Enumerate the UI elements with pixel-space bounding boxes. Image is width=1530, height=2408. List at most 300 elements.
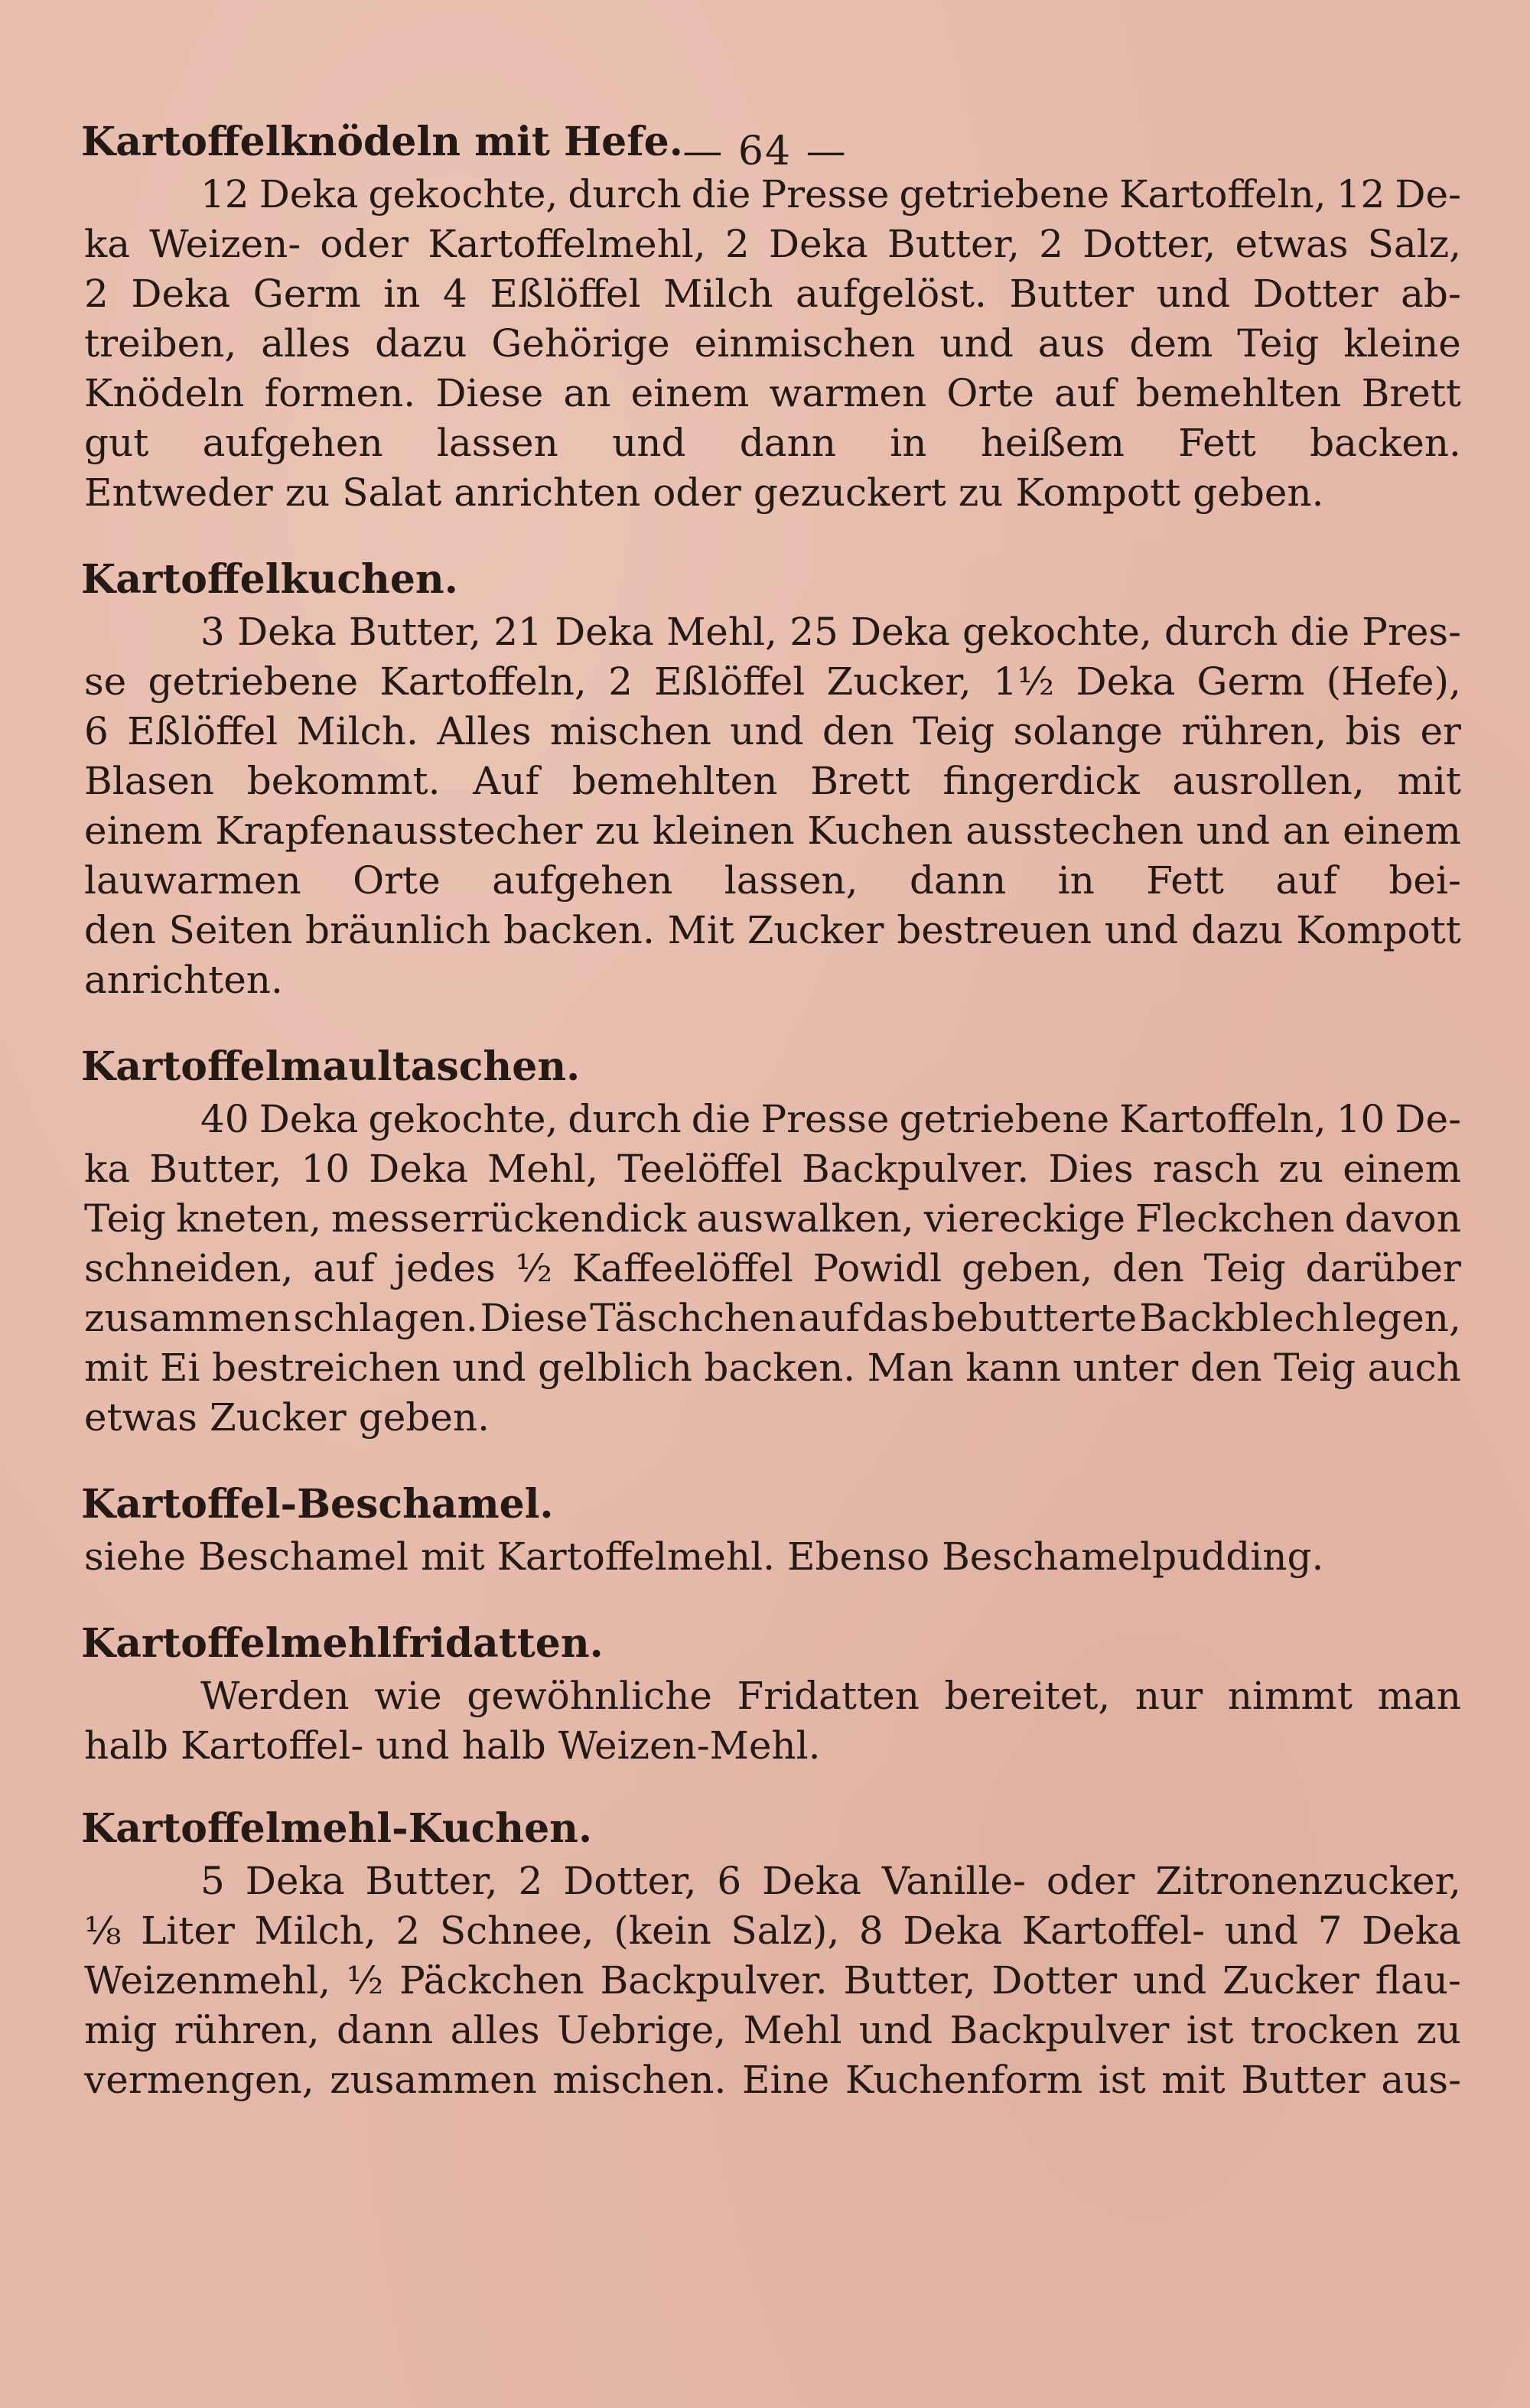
- recipe-body: [84, 170, 1461, 518]
- word: ½: [346, 1958, 384, 2003]
- word: rasch: [1152, 1147, 1260, 1191]
- text-line: [84, 2055, 1461, 2105]
- word: Mehl: [743, 2008, 842, 2052]
- text-line: [84, 657, 1461, 707]
- word: Milch.: [296, 709, 418, 753]
- word: Teig: [84, 1196, 167, 1241]
- word: Diese: [435, 371, 544, 415]
- recipe-body: [84, 1532, 1461, 1582]
- word: dann: [337, 2008, 434, 2052]
- word: Weizen-: [149, 222, 301, 266]
- text-line: [84, 170, 1461, 220]
- text-line: [84, 369, 1461, 418]
- text-line: [84, 757, 1461, 806]
- word: die: [691, 1097, 751, 1141]
- word: Butter,: [365, 1859, 498, 1903]
- word: Entweder: [84, 470, 273, 515]
- word: Zucker,: [826, 659, 972, 704]
- word: auf: [313, 1246, 375, 1290]
- word: oder: [653, 470, 741, 515]
- word: Täschchen: [590, 1296, 796, 1340]
- word: De-: [1395, 1097, 1461, 1141]
- word: ist: [1186, 2008, 1234, 2052]
- word: bestreuen: [897, 908, 1092, 952]
- word: Fridatten: [737, 1674, 920, 1718]
- recipe-title: Kartoffelmehl-Kuchen.: [81, 1805, 593, 1852]
- word: Kompott: [1296, 908, 1461, 952]
- word: Deka: [1076, 659, 1176, 704]
- text-line: [84, 955, 1461, 1005]
- word: Backpulver.: [802, 1147, 1030, 1191]
- word: Deka: [1362, 1909, 1461, 1953]
- word: auswalken,: [696, 1196, 914, 1241]
- word: einem: [84, 809, 203, 853]
- word: und: [1224, 1909, 1299, 1953]
- word: 2: [518, 1859, 543, 1903]
- word: durch: [1164, 610, 1278, 654]
- word: und: [452, 1346, 526, 1390]
- recipe-kartoffelkuchen: [81, 552, 1461, 1005]
- word: einem: [1343, 809, 1461, 853]
- word: Pres-: [1362, 610, 1461, 654]
- word: Deka: [131, 272, 231, 316]
- word: (kein: [614, 1909, 711, 1953]
- word: den: [822, 709, 894, 753]
- recipe-body: [84, 607, 1461, 1005]
- word: bereitet,: [944, 1674, 1111, 1718]
- word: Kartoffel-: [181, 1723, 364, 1768]
- word: einmischen: [694, 321, 916, 366]
- word: Mehl,: [666, 610, 777, 654]
- word: oder: [320, 222, 409, 266]
- word: zu: [1416, 2008, 1461, 2052]
- word: Fett: [1178, 421, 1256, 465]
- word: mit: [1397, 759, 1461, 803]
- word: 4: [442, 272, 467, 316]
- text-line: [84, 1095, 1461, 1144]
- word: 1½: [992, 659, 1055, 704]
- word: Deka: [259, 172, 359, 216]
- word: vermengen,: [84, 2058, 314, 2102]
- word: Milch,: [254, 1909, 376, 1953]
- word: Presse: [760, 1097, 890, 1141]
- word: in: [1057, 858, 1095, 903]
- text-line: [84, 1244, 1461, 1293]
- word: aufgelöst.: [796, 272, 987, 316]
- text-line: [84, 607, 1461, 657]
- word: Brett: [1361, 371, 1461, 415]
- word: Dies: [1048, 1147, 1134, 1191]
- text-line: [84, 468, 1461, 518]
- word: messerrückendick: [331, 1196, 687, 1241]
- word: bei-: [1388, 858, 1461, 903]
- word: schneiden,: [84, 1246, 294, 1290]
- word: den: [1112, 1246, 1184, 1290]
- word: Fleckchen: [1134, 1196, 1335, 1241]
- word: nur: [1134, 1674, 1203, 1718]
- word: Butter,: [349, 610, 482, 654]
- word: Brett: [810, 759, 910, 803]
- text-line: [84, 1956, 1461, 2006]
- recipe-kartoffelmehlfridatten: [81, 1616, 1461, 1771]
- text-line: [84, 1532, 1461, 1582]
- word: darüber: [1305, 1246, 1461, 1290]
- word: mig: [84, 2008, 158, 2052]
- word: Seiten: [168, 908, 293, 952]
- word: zu: [1278, 1147, 1324, 1191]
- word: die: [691, 172, 751, 216]
- word: Teig: [1237, 321, 1320, 366]
- word: 10: [1336, 1097, 1385, 1141]
- word: Kartoffelmehl,: [428, 222, 706, 266]
- word: und: [939, 321, 1014, 366]
- word: einem: [1343, 1147, 1461, 1191]
- word: Krapfenausstecher: [215, 809, 583, 853]
- recipe-title: Kartoffelmehlfridatten.: [81, 1620, 604, 1667]
- word: Orte: [353, 858, 441, 903]
- word: an: [1282, 809, 1330, 853]
- word: aufgehen: [202, 421, 383, 465]
- word: lassen: [436, 421, 558, 465]
- word: und: [1196, 809, 1271, 853]
- text-line: [84, 707, 1461, 757]
- word: er: [1420, 709, 1461, 753]
- word: Dotter: [991, 1958, 1118, 2003]
- word: bestreichen: [211, 1346, 441, 1390]
- word: nimmt: [1227, 1674, 1353, 1718]
- word: gelblich: [538, 1346, 692, 1390]
- word: Milch: [663, 272, 773, 316]
- word: Fett: [1146, 858, 1225, 903]
- word: heißem: [980, 421, 1125, 465]
- word: gut: [84, 421, 149, 465]
- word: und: [612, 421, 686, 465]
- word: und: [376, 1723, 450, 1768]
- word: schlagen.: [293, 1296, 478, 1340]
- word: einem: [630, 371, 750, 415]
- word: legen,: [1342, 1296, 1461, 1340]
- word: und: [730, 709, 804, 753]
- word: Backblech: [1139, 1296, 1340, 1340]
- word: getriebene: [899, 172, 1110, 216]
- word: Beschamel: [198, 1534, 409, 1579]
- word: Deka: [903, 1909, 1003, 1953]
- word: backen.: [1310, 421, 1461, 465]
- text-line: [84, 856, 1461, 906]
- word: dazu: [375, 321, 467, 366]
- recipe-kartoffel-beschamel: [81, 1477, 1461, 1582]
- text-line: [84, 1906, 1461, 1956]
- word: 2: [608, 659, 633, 704]
- word: oder: [1046, 1859, 1135, 1903]
- word: 6: [84, 709, 109, 753]
- word: aus-: [1381, 2058, 1461, 2102]
- word: (Hefe),: [1326, 659, 1461, 704]
- word: fingerdick: [942, 759, 1140, 803]
- word: Salz,: [1367, 222, 1461, 266]
- word: Deka: [768, 222, 868, 266]
- word: 8: [858, 1909, 884, 1953]
- word: dann: [739, 421, 836, 465]
- word: halb: [84, 1723, 169, 1768]
- word: zusammen: [330, 2058, 537, 2102]
- word: ab-: [1401, 272, 1461, 316]
- recipe-body: [84, 1856, 1461, 2105]
- word: Salz),: [731, 1909, 840, 1953]
- text-line: [84, 1343, 1461, 1393]
- word: gekochte,: [962, 610, 1152, 654]
- word: gekochte,: [368, 1097, 558, 1141]
- word: siehe: [84, 1534, 187, 1579]
- word: Deka: [259, 1097, 359, 1141]
- word: Kuchen: [807, 809, 953, 853]
- word: 12: [1336, 172, 1385, 216]
- word: 6: [717, 1859, 742, 1903]
- word: Presse: [760, 172, 890, 216]
- page-number: — 64 —: [682, 129, 848, 174]
- word: den: [1190, 1346, 1262, 1390]
- word: geben,: [961, 1246, 1093, 1290]
- word: Zitronenzucker,: [1155, 1859, 1461, 1903]
- word: auch: [1367, 1346, 1461, 1390]
- word: durch: [568, 1097, 682, 1141]
- word: Uebrige,: [556, 2008, 727, 2052]
- recipe-body: [84, 1095, 1461, 1443]
- word: Ei: [159, 1346, 200, 1390]
- word: Vanille-: [881, 1859, 1026, 1903]
- word: 21: [493, 610, 542, 654]
- word: ausstechen: [965, 809, 1184, 853]
- word: Liter: [141, 1909, 235, 1953]
- word: Teelöffel: [617, 1147, 783, 1191]
- word: 2: [1039, 222, 1063, 266]
- word: Schnee,: [439, 1909, 594, 1953]
- word: gewöhnliche: [467, 1674, 712, 1718]
- word: Auf: [473, 759, 540, 803]
- recipe-kartoffelknoedeln: [81, 115, 1461, 518]
- word: Germ: [252, 272, 361, 316]
- word: backen.: [704, 1346, 856, 1390]
- text-line: [84, 806, 1461, 856]
- word: Kaffeelöffel: [571, 1246, 793, 1290]
- word: unter: [1073, 1346, 1179, 1390]
- word: an: [563, 371, 611, 415]
- word: Eßlöffel: [127, 709, 278, 753]
- word: mischen.: [552, 2058, 727, 2102]
- word: Deka: [762, 1859, 861, 1903]
- word: Powidl: [812, 1246, 942, 1290]
- word: Deka: [237, 610, 337, 654]
- word: Eßlöffel: [654, 659, 806, 704]
- word: treiben,: [84, 321, 237, 366]
- word: davon: [1344, 1196, 1461, 1241]
- word: zu: [958, 470, 1004, 515]
- word: Ebenso: [787, 1534, 930, 1579]
- word: aufgehen: [492, 858, 673, 903]
- recipe-kartoffelmehl-kuchen: [81, 1801, 1461, 2105]
- word: Kartoffel-: [1021, 1909, 1205, 1953]
- word: formen.: [264, 371, 416, 415]
- word: Mit: [667, 908, 734, 952]
- word: Eßlöffel: [490, 272, 641, 316]
- word: in: [383, 272, 421, 316]
- word: Teig: [1274, 1346, 1356, 1390]
- word: den: [84, 908, 156, 952]
- word: Teig: [913, 709, 995, 753]
- word: Diese: [480, 1296, 588, 1340]
- word: Butter: [1241, 2058, 1366, 2102]
- text-line: [84, 1721, 1461, 1771]
- word: dem: [1129, 321, 1213, 366]
- word: warmen: [769, 371, 927, 415]
- word: mischen: [549, 709, 711, 753]
- word: Gehörige: [491, 321, 670, 366]
- word: auf: [798, 1296, 861, 1340]
- word: 25: [789, 610, 838, 654]
- word: und: [1156, 272, 1231, 316]
- text-line: [84, 418, 1461, 468]
- word: Dotter,: [563, 1859, 697, 1903]
- word: 7: [1317, 1909, 1343, 1953]
- word: ½: [515, 1246, 553, 1290]
- word: geben.: [358, 1395, 490, 1440]
- word: 2: [396, 1909, 421, 1953]
- recipe-kartoffelmaultaschen: [81, 1040, 1461, 1443]
- word: Butter: [1009, 272, 1134, 316]
- word: Kuchenform: [845, 2058, 1083, 2102]
- word: anrichten: [454, 470, 641, 515]
- word: ⅛: [84, 1909, 122, 1953]
- word: kleine: [1343, 321, 1461, 366]
- word: Knödeln: [84, 371, 245, 415]
- word: Deka: [245, 1859, 345, 1903]
- word: Kartoffeln,: [1119, 172, 1327, 216]
- word: 2: [84, 272, 109, 316]
- word: Weizenmehl,: [84, 1958, 331, 2003]
- word: bemehlten: [571, 759, 778, 803]
- word: durch: [568, 172, 682, 216]
- word: se: [84, 659, 127, 704]
- word: auf: [1054, 371, 1116, 415]
- word: getriebene: [148, 659, 359, 704]
- word: wie: [374, 1674, 442, 1718]
- word: 2: [724, 222, 750, 266]
- word: bräunlich: [305, 908, 491, 952]
- word: Kartoffeln,: [1119, 1097, 1327, 1141]
- text-line: [84, 1293, 1461, 1343]
- word: Orte: [946, 371, 1034, 415]
- word: Zucker: [1222, 1958, 1359, 2003]
- word: Kompott: [1015, 470, 1181, 515]
- word: rühren,: [174, 2008, 320, 2052]
- word: ka: [84, 222, 131, 266]
- word: Päckchen: [399, 1958, 584, 2003]
- word: trocken: [1250, 2008, 1399, 2052]
- word: Dotter,: [1082, 222, 1216, 266]
- word: Kartoffeln,: [379, 659, 587, 704]
- word: Zucker: [209, 1395, 347, 1440]
- word: 40: [200, 1097, 249, 1141]
- word: die: [1290, 610, 1350, 654]
- word: bebutterte: [931, 1296, 1138, 1340]
- text-line: [84, 1144, 1461, 1194]
- word: Butter,: [843, 1958, 976, 2003]
- word: mit: [1161, 2058, 1226, 2102]
- word: aus: [1037, 321, 1105, 366]
- recipe-title: Kartoffelmaultaschen.: [81, 1043, 581, 1090]
- word: Butter,: [887, 222, 1020, 266]
- text-line: [84, 2006, 1461, 2055]
- word: 5: [200, 1859, 225, 1903]
- page-content: [81, 115, 1461, 2105]
- word: Backpulver: [949, 2008, 1170, 2052]
- word: ausrollen,: [1172, 759, 1365, 803]
- word: Kartoffelmehl.: [496, 1534, 775, 1579]
- word: De-: [1395, 172, 1461, 216]
- word: halb: [461, 1723, 546, 1768]
- text-line: [84, 1856, 1461, 1906]
- word: Man: [867, 1346, 954, 1390]
- text-line: [84, 906, 1461, 955]
- word: mit: [84, 1346, 148, 1390]
- word: ist: [1098, 2058, 1146, 2102]
- word: kneten,: [176, 1196, 321, 1241]
- word: und: [858, 2008, 933, 2052]
- word: etwas: [84, 1395, 197, 1440]
- word: flau-: [1375, 1958, 1461, 2003]
- text-line: [84, 269, 1461, 319]
- word: und: [1132, 1958, 1207, 2003]
- word: mit: [421, 1534, 485, 1579]
- word: 3: [200, 610, 225, 654]
- word: gekochte,: [368, 172, 558, 216]
- word: Teig: [1203, 1246, 1286, 1290]
- word: und: [1104, 908, 1179, 952]
- word: man: [1377, 1674, 1461, 1718]
- word: zu: [594, 809, 640, 853]
- word: getriebene: [899, 1097, 1110, 1141]
- word: bekommt.: [246, 759, 441, 803]
- word: 10: [301, 1147, 350, 1191]
- word: zu: [285, 470, 330, 515]
- word: Deka: [850, 610, 950, 654]
- text-line: [84, 319, 1461, 369]
- word: kleinen: [652, 809, 795, 853]
- word: bemehlten: [1135, 371, 1342, 415]
- word: zusammen: [84, 1296, 291, 1340]
- word: kann: [965, 1346, 1061, 1390]
- text-line: [84, 1393, 1461, 1443]
- word: Deka: [555, 610, 654, 654]
- recipe-body: [84, 1671, 1461, 1771]
- word: rühren,: [1181, 709, 1327, 753]
- word: jedes: [394, 1246, 496, 1290]
- word: das: [861, 1296, 929, 1340]
- word: Dotter: [1252, 272, 1379, 316]
- recipe-title: Kartoffel-Beschamel.: [81, 1481, 554, 1528]
- word: Eine: [741, 2058, 830, 2102]
- text-line: [84, 1671, 1461, 1721]
- word: lauwarmen: [84, 858, 301, 903]
- word: Backpulver.: [600, 1958, 828, 2003]
- word: anrichten.: [84, 958, 283, 1002]
- recipe-title: Kartoffelknödeln mit Hefe.: [81, 119, 683, 165]
- word: Mehl,: [487, 1147, 598, 1191]
- word: bis: [1345, 709, 1402, 753]
- word: Beschamelpudding.: [942, 1534, 1324, 1579]
- word: dann: [909, 858, 1007, 903]
- text-line: [84, 1194, 1461, 1244]
